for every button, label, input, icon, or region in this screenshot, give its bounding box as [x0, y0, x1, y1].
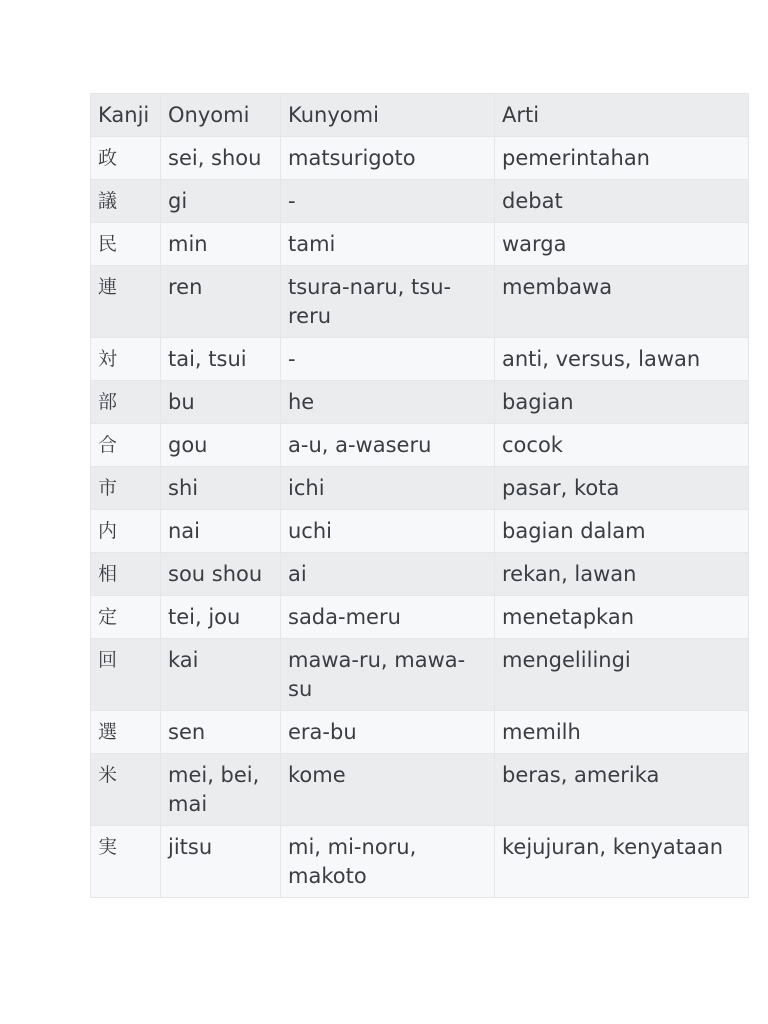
onyomi-cell: bu [161, 381, 281, 424]
onyomi-cell: tai, tsui [161, 338, 281, 381]
kanji-cell: 対 [91, 338, 161, 381]
arti-cell: rekan, lawan [495, 553, 749, 596]
kunyomi-cell: uchi [281, 510, 495, 553]
arti-cell: pasar, kota [495, 467, 749, 510]
kanji-cell: 定 [91, 596, 161, 639]
onyomi-cell: gi [161, 180, 281, 223]
onyomi-cell: sou shou [161, 553, 281, 596]
kanji-cell: 政 [91, 137, 161, 180]
kunyomi-cell: mawa-ru, mawa-su [281, 639, 495, 711]
arti-cell: membawa [495, 266, 749, 338]
table-row [91, 596, 749, 639]
table-body [91, 137, 749, 898]
onyomi-cell: sen [161, 711, 281, 754]
kanji-cell: 部 [91, 381, 161, 424]
table-row [91, 424, 749, 467]
kunyomi-cell: he [281, 381, 495, 424]
kunyomi-cell: era-bu [281, 711, 495, 754]
kanji-cell: 内 [91, 510, 161, 553]
arti-cell: bagian [495, 381, 749, 424]
arti-cell: anti, versus, lawan [495, 338, 749, 381]
kunyomi-cell: ichi [281, 467, 495, 510]
kanji-cell: 合 [91, 424, 161, 467]
arti-cell: menetapkan [495, 596, 749, 639]
arti-cell: warga [495, 223, 749, 266]
onyomi-cell: gou [161, 424, 281, 467]
onyomi-cell: mei, bei, mai [161, 754, 281, 826]
table-row [91, 467, 749, 510]
header-row [91, 94, 749, 137]
table-row [91, 338, 749, 381]
header-kanji: Kanji [91, 94, 161, 137]
table-row [91, 639, 749, 711]
table-header [91, 94, 749, 137]
onyomi-cell: jitsu [161, 826, 281, 898]
onyomi-cell: shi [161, 467, 281, 510]
kunyomi-cell: - [281, 338, 495, 381]
kunyomi-cell: ai [281, 553, 495, 596]
kunyomi-cell: sada-meru [281, 596, 495, 639]
onyomi-cell: sei, shou [161, 137, 281, 180]
arti-cell: memilh [495, 711, 749, 754]
kanji-cell: 実 [91, 826, 161, 898]
kunyomi-cell: a-u, a-waseru [281, 424, 495, 467]
kanji-cell: 民 [91, 223, 161, 266]
onyomi-cell: min [161, 223, 281, 266]
header-onyomi: Onyomi [161, 94, 281, 137]
table-row [91, 180, 749, 223]
kunyomi-cell: mi, mi-noru, makoto [281, 826, 495, 898]
table-row [91, 754, 749, 826]
kanji-cell: 回 [91, 639, 161, 711]
arti-cell: pemerintahan [495, 137, 749, 180]
table-row [91, 223, 749, 266]
table-row [91, 711, 749, 754]
table-row [91, 826, 749, 898]
table-row [91, 553, 749, 596]
arti-cell: kejujuran, kenyataan [495, 826, 749, 898]
table-row [91, 137, 749, 180]
header-kunyomi: Kunyomi [281, 94, 495, 137]
kanji-cell: 市 [91, 467, 161, 510]
arti-cell: debat [495, 180, 749, 223]
kanji-cell: 選 [91, 711, 161, 754]
kanji-cell: 連 [91, 266, 161, 338]
table-row [91, 266, 749, 338]
arti-cell: bagian dalam [495, 510, 749, 553]
onyomi-cell: tei, jou [161, 596, 281, 639]
kunyomi-cell: tami [281, 223, 495, 266]
table-row [91, 510, 749, 553]
arti-cell: mengelilingi [495, 639, 749, 711]
arti-cell: beras, amerika [495, 754, 749, 826]
kunyomi-cell: - [281, 180, 495, 223]
kunyomi-cell: tsura-naru, tsu-reru [281, 266, 495, 338]
onyomi-cell: nai [161, 510, 281, 553]
kunyomi-cell: kome [281, 754, 495, 826]
kanji-table [90, 93, 749, 898]
kanji-cell: 議 [91, 180, 161, 223]
kunyomi-cell: matsurigoto [281, 137, 495, 180]
arti-cell: cocok [495, 424, 749, 467]
header-arti: Arti [495, 94, 749, 137]
kanji-cell: 相 [91, 553, 161, 596]
onyomi-cell: ren [161, 266, 281, 338]
onyomi-cell: kai [161, 639, 281, 711]
table-row [91, 381, 749, 424]
kanji-cell: 米 [91, 754, 161, 826]
